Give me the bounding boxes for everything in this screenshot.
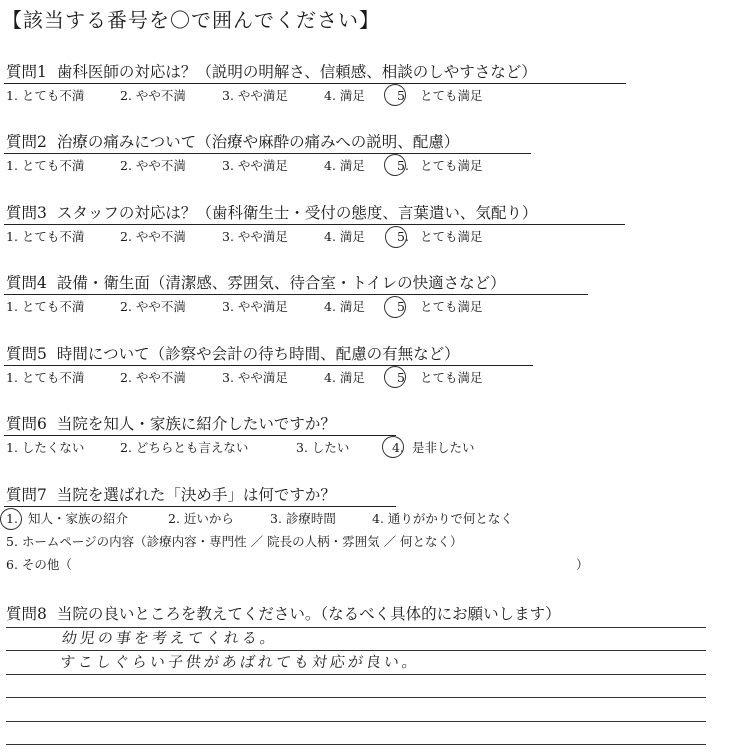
option-6-close-paren: ）: [576, 557, 589, 572]
option-1[interactable]: 1. とても不満: [6, 299, 85, 314]
option-5-label[interactable]: とても満足: [420, 229, 483, 244]
option-5-number[interactable]: 5: [397, 299, 405, 314]
option-4[interactable]: 4. 満足: [324, 370, 365, 385]
answer-ruled-line: [6, 744, 706, 745]
question-3-number: 質問3: [6, 204, 47, 222]
question-6-title: [6, 412, 336, 434]
option-5-label[interactable]: とても満足: [420, 88, 483, 103]
question-5-text: 時間について（診察や会計の待ち時間、配慮の有無など）: [56, 345, 460, 363]
handwritten-answer-line-2: すこしぐらい子供があばれても対応が良い。: [58, 653, 422, 671]
option-3[interactable]: 3. やや満足: [222, 370, 288, 385]
question-4-text: 設備・衛生面（清潔感、雰囲気、待合室・トイレの快適さなど）: [56, 274, 506, 292]
answer-ruled-line: [6, 721, 706, 722]
question-1-number: 質問1: [6, 63, 47, 81]
question-1-title: [6, 60, 537, 82]
question-7-number: 質問7: [6, 486, 47, 504]
option-2[interactable]: 2. やや不満: [120, 88, 186, 103]
question-3-text: スタッフの対応は？（歯科衛生士・受付の態度、言葉遣い、気配り）: [56, 204, 538, 222]
question-2-text: 治療の痛みについて（治療や麻酔の痛みへの説明、配慮）: [56, 133, 460, 151]
question-4-title: [6, 271, 506, 293]
option-4-label[interactable]: 是非したい: [412, 440, 475, 455]
question-3-title: [6, 201, 537, 223]
question-6-underline: [4, 435, 396, 436]
option-2[interactable]: 2. やや不満: [120, 299, 186, 314]
question-2-number: 質問2: [6, 133, 47, 151]
option-2[interactable]: 2. やや不満: [120, 370, 186, 385]
question-5-underline: [4, 365, 533, 366]
option-5[interactable]: 5. ホームページの内容（診療内容・専門性 ／ 院長の人柄・雰囲気 ／ 何となく）: [6, 534, 463, 549]
option-2[interactable]: 2. やや不満: [120, 158, 186, 173]
question-2-underline: [4, 153, 531, 154]
question-6-text: 当院を知人・家族に紹介したいですか？: [56, 415, 336, 433]
option-1[interactable]: 1. したくない: [6, 440, 85, 455]
option-1[interactable]: 1. とても不満: [6, 370, 85, 385]
option-5-label[interactable]: とても満足: [420, 370, 483, 385]
question-2-title: [6, 130, 459, 152]
option-3[interactable]: 3. やや満足: [222, 299, 288, 314]
option-3[interactable]: 3. やや満足: [222, 158, 288, 173]
option-4[interactable]: 4. 通りがかりで何となく: [372, 511, 513, 526]
instruction-header: 【該当する番号を〇で囲んでください】: [2, 8, 380, 32]
question-4-underline: [4, 294, 588, 295]
question-1-underline: [4, 83, 626, 84]
option-1[interactable]: 1. とても不満: [6, 229, 85, 244]
selected-circle-mark: [0, 506, 24, 532]
handwritten-answer-line-1: 幼児の事を考えてくれる。: [60, 629, 280, 647]
option-4[interactable]: 4. 満足: [324, 299, 365, 314]
option-4[interactable]: 4. 満足: [324, 158, 365, 173]
option-3[interactable]: 3. やや満足: [222, 88, 288, 103]
option-5-number[interactable]: 5: [397, 370, 405, 385]
option-1-label[interactable]: 知人・家族の紹介: [28, 511, 129, 526]
option-6[interactable]: 6. その他（: [6, 557, 72, 572]
question-7-title: [6, 483, 336, 505]
option-1[interactable]: 1. とても不満: [6, 158, 85, 173]
option-2[interactable]: 2. どちらとも言えない: [120, 440, 249, 455]
option-3[interactable]: 3. やや満足: [222, 229, 288, 244]
question-5-number: 質問5: [6, 345, 47, 363]
option-1[interactable]: 1. とても不満: [6, 88, 85, 103]
option-2[interactable]: 2. やや不満: [120, 229, 186, 244]
option-4[interactable]: 4. 満足: [324, 88, 365, 103]
question-8-number: 質問8: [6, 605, 47, 623]
question-7-underline: [4, 506, 396, 507]
option-3[interactable]: 3. 診療時間: [270, 511, 336, 526]
option-4-number[interactable]: 4.: [392, 440, 404, 455]
option-5-number[interactable]: 5: [397, 88, 405, 103]
option-4[interactable]: 4. 満足: [324, 229, 365, 244]
option-5-label[interactable]: とても満足: [420, 158, 483, 173]
answer-ruled-line: [6, 697, 706, 698]
question-7-text: 当院を選ばれた「決め手」は何ですか？: [56, 486, 336, 504]
question-5-title: [6, 342, 460, 364]
question-8-text: 当院の良いところを教えてください。（なるべく具体的にお願いします）: [56, 605, 561, 623]
option-2[interactable]: 2. 近いから: [168, 511, 234, 526]
option-5-number[interactable]: 5.: [397, 158, 409, 173]
question-4-number: 質問4: [6, 274, 47, 292]
question-6-number: 質問6: [6, 415, 47, 433]
answer-ruled-line: [6, 674, 706, 675]
option-3[interactable]: 3. したい: [296, 440, 350, 455]
option-1-number[interactable]: 1.: [6, 511, 18, 526]
option-5-label[interactable]: とても満足: [420, 299, 483, 314]
question-8-title: [6, 602, 561, 624]
question-1-text: 歯科医師の対応は？（説明の明解さ、信頼感、相談のしやすさなど）: [56, 63, 537, 81]
question-3-underline: [4, 224, 625, 225]
option-5-number[interactable]: 5.: [397, 229, 409, 244]
